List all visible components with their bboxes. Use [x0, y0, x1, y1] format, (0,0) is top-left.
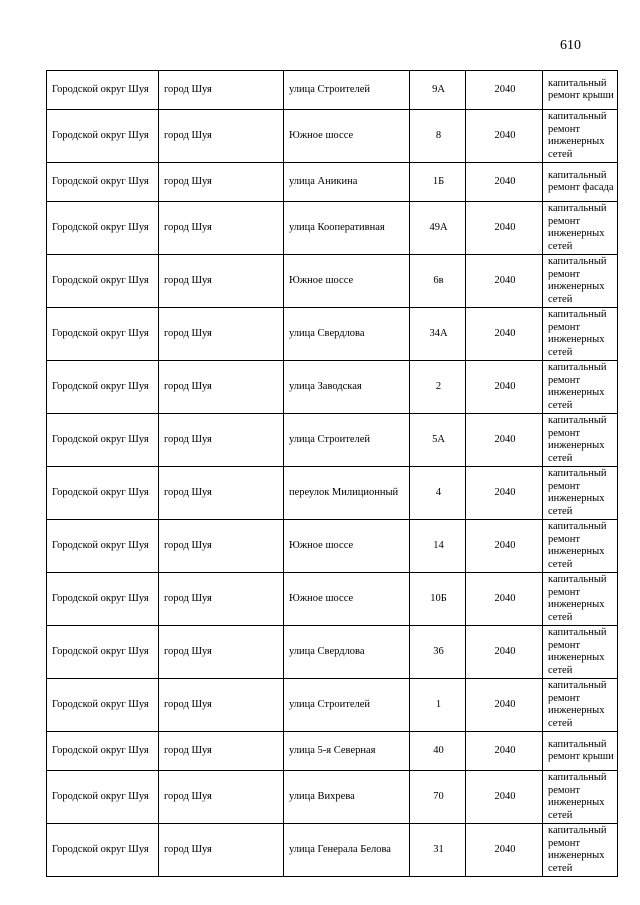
house-number-cell: 31	[410, 824, 466, 877]
year-cell: 2040	[466, 679, 543, 732]
house-number-cell: 1	[410, 679, 466, 732]
district-cell: Городской округ Шуя	[47, 732, 159, 771]
year-cell: 2040	[466, 467, 543, 520]
city-cell: город Шуя	[159, 414, 284, 467]
city-cell: город Шуя	[159, 467, 284, 520]
district-cell: Городской округ Шуя	[47, 771, 159, 824]
house-number-cell: 1Б	[410, 163, 466, 202]
district-cell: Городской округ Шуя	[47, 824, 159, 877]
district-cell: Городской округ Шуя	[47, 414, 159, 467]
table-row	[47, 520, 618, 573]
house-number-cell: 49А	[410, 202, 466, 255]
city-cell: город Шуя	[159, 732, 284, 771]
street-cell: улица Свердлова	[284, 626, 410, 679]
table-row	[47, 824, 618, 877]
house-number-cell: 70	[410, 771, 466, 824]
street-cell: Южное шоссе	[284, 573, 410, 626]
table-row	[47, 679, 618, 732]
district-cell: Городской округ Шуя	[47, 573, 159, 626]
year-cell: 2040	[466, 361, 543, 414]
table-row	[47, 467, 618, 520]
year-cell: 2040	[466, 732, 543, 771]
work-type-cell: капитальный ремонт крыши	[543, 71, 618, 110]
city-cell: город Шуя	[159, 202, 284, 255]
housing-repair-table	[46, 70, 618, 877]
district-cell: Городской округ Шуя	[47, 679, 159, 732]
table-row	[47, 771, 618, 824]
city-cell: город Шуя	[159, 163, 284, 202]
district-cell: Городской округ Шуя	[47, 163, 159, 202]
district-cell: Городской округ Шуя	[47, 361, 159, 414]
table-row	[47, 414, 618, 467]
table-row	[47, 626, 618, 679]
year-cell: 2040	[466, 771, 543, 824]
house-number-cell: 8	[410, 110, 466, 163]
street-cell: улица Кооперативная	[284, 202, 410, 255]
work-type-cell: капитальный ремонт инженерных сетей	[543, 626, 618, 679]
year-cell: 2040	[466, 255, 543, 308]
work-type-cell: капитальный ремонт инженерных сетей	[543, 467, 618, 520]
city-cell: город Шуя	[159, 361, 284, 414]
table-row	[47, 573, 618, 626]
street-cell: улица Свердлова	[284, 308, 410, 361]
year-cell: 2040	[466, 110, 543, 163]
work-type-cell: капитальный ремонт инженерных сетей	[543, 255, 618, 308]
work-type-cell: капитальный ремонт фасада	[543, 163, 618, 202]
city-cell: город Шуя	[159, 110, 284, 163]
street-cell: улица Аникина	[284, 163, 410, 202]
work-type-cell: капитальный ремонт инженерных сетей	[543, 202, 618, 255]
house-number-cell: 9А	[410, 71, 466, 110]
street-cell: улица Строителей	[284, 71, 410, 110]
work-type-cell: капитальный ремонт инженерных сетей	[543, 308, 618, 361]
district-cell: Городской округ Шуя	[47, 626, 159, 679]
street-cell: улица Строителей	[284, 414, 410, 467]
table-row	[47, 202, 618, 255]
street-cell: улица Вихрева	[284, 771, 410, 824]
table-body	[47, 71, 618, 877]
house-number-cell: 34А	[410, 308, 466, 361]
district-cell: Городской округ Шуя	[47, 110, 159, 163]
house-number-cell: 36	[410, 626, 466, 679]
work-type-cell: капитальный ремонт инженерных сетей	[543, 520, 618, 573]
city-cell: город Шуя	[159, 573, 284, 626]
house-number-cell: 4	[410, 467, 466, 520]
street-cell: Южное шоссе	[284, 255, 410, 308]
district-cell: Городской округ Шуя	[47, 467, 159, 520]
year-cell: 2040	[466, 308, 543, 361]
house-number-cell: 2	[410, 361, 466, 414]
year-cell: 2040	[466, 520, 543, 573]
work-type-cell: капитальный ремонт инженерных сетей	[543, 573, 618, 626]
city-cell: город Шуя	[159, 771, 284, 824]
year-cell: 2040	[466, 824, 543, 877]
house-number-cell: 40	[410, 732, 466, 771]
street-cell: улица 5-я Северная	[284, 732, 410, 771]
work-type-cell: капитальный ремонт инженерных сетей	[543, 414, 618, 467]
work-type-cell: капитальный ремонт инженерных сетей	[543, 361, 618, 414]
district-cell: Городской округ Шуя	[47, 308, 159, 361]
table-row	[47, 71, 618, 110]
page-number: 610	[560, 38, 581, 53]
city-cell: город Шуя	[159, 520, 284, 573]
city-cell: город Шуя	[159, 308, 284, 361]
work-type-cell: капитальный ремонт инженерных сетей	[543, 110, 618, 163]
street-cell: Южное шоссе	[284, 520, 410, 573]
table-row	[47, 110, 618, 163]
year-cell: 2040	[466, 71, 543, 110]
work-type-cell: капитальный ремонт инженерных сетей	[543, 679, 618, 732]
year-cell: 2040	[466, 163, 543, 202]
work-type-cell: капитальный ремонт инженерных сетей	[543, 771, 618, 824]
house-number-cell: 6в	[410, 255, 466, 308]
table-row	[47, 732, 618, 771]
street-cell: улица Генерала Белова	[284, 824, 410, 877]
city-cell: город Шуя	[159, 626, 284, 679]
work-type-cell: капитальный ремонт крыши	[543, 732, 618, 771]
table-row	[47, 308, 618, 361]
table-row	[47, 361, 618, 414]
district-cell: Городской округ Шуя	[47, 255, 159, 308]
house-number-cell: 10Б	[410, 573, 466, 626]
house-number-cell: 5А	[410, 414, 466, 467]
house-number-cell: 14	[410, 520, 466, 573]
year-cell: 2040	[466, 202, 543, 255]
year-cell: 2040	[466, 626, 543, 679]
street-cell: переулок Милиционный	[284, 467, 410, 520]
table-row	[47, 163, 618, 202]
year-cell: 2040	[466, 573, 543, 626]
year-cell: 2040	[466, 414, 543, 467]
street-cell: улица Заводская	[284, 361, 410, 414]
work-type-cell: капитальный ремонт инженерных сетей	[543, 824, 618, 877]
city-cell: город Шуя	[159, 71, 284, 110]
city-cell: город Шуя	[159, 824, 284, 877]
district-cell: Городской округ Шуя	[47, 71, 159, 110]
city-cell: город Шуя	[159, 255, 284, 308]
city-cell: город Шуя	[159, 679, 284, 732]
table-row	[47, 255, 618, 308]
district-cell: Городской округ Шуя	[47, 202, 159, 255]
street-cell: улица Строителей	[284, 679, 410, 732]
street-cell: Южное шоссе	[284, 110, 410, 163]
district-cell: Городской округ Шуя	[47, 520, 159, 573]
